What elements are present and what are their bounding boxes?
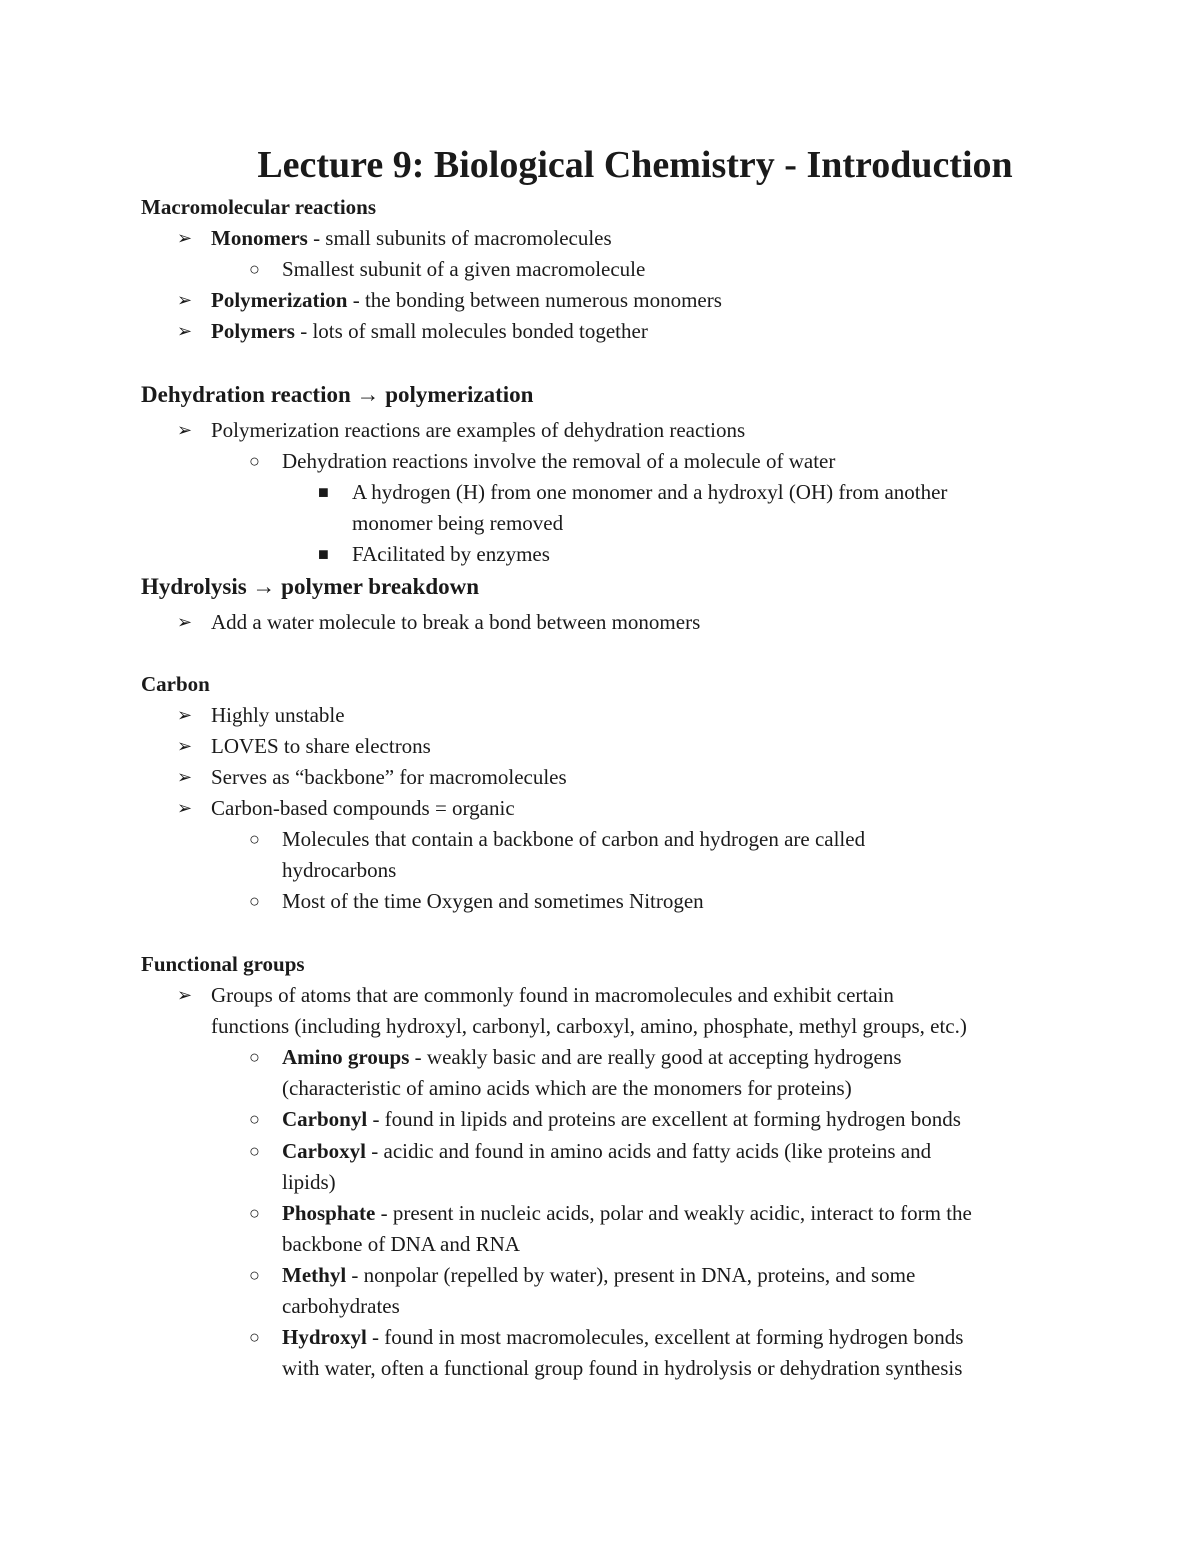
arrow-bullet-icon: ➢ [177,420,193,440]
term-methyl: Methyl [282,1263,347,1287]
list-item: Add a water molecule to break a bond between monomers [211,610,701,634]
list-subitem: Smallest subunit of a given macromolecule [282,257,646,281]
circle-bullet-icon: ○ [249,1203,260,1223]
heading-dehydration-reaction: Dehydration reaction → polymerization [141,382,534,407]
list-item-continuation: functions (including hydroxyl, carbonyl, carboxyl, amino, phosphate, methyl groups, etc.) [211,1014,967,1038]
circle-bullet-icon: ○ [249,829,260,849]
heading-hydrolysis: Hydrolysis → polymer breakdown [141,574,480,599]
circle-bullet-icon: ○ [249,1109,260,1129]
list-item: Groups of atoms that are commonly found in macromolecules and exhibit certain [211,983,894,1007]
heading-macromolecular-reactions: Macromolecular reactions [141,195,377,219]
list-subitem-continuation: lipids) [282,1170,336,1194]
definition-phosphate: - present in nucleic acids, polar and weakly acidic, interact to form the [375,1201,972,1225]
list-subsubitem-continuation: monomer being removed [352,511,564,535]
circle-bullet-icon: ○ [249,1141,260,1161]
list-subitem: Dehydration reactions involve the removal of a molecule of water [282,449,836,473]
circle-bullet-icon: ○ [249,451,260,471]
arrow-bullet-icon: ➢ [177,767,193,787]
list-subitem: Molecules that contain a backbone of carbon and hydrogen are called [282,827,866,851]
list-subitem-continuation: carbohydrates [282,1294,400,1318]
arrow-bullet-icon: ➢ [177,736,193,756]
arrow-bullet-icon: ➢ [177,798,193,818]
term-hydroxyl: Hydroxyl [282,1325,367,1349]
list-item-polymerization [211,285,722,316]
term-carbonyl: Carbonyl [282,1107,368,1131]
circle-bullet-icon: ○ [249,891,260,911]
arrow-bullet-icon: ➢ [177,705,193,725]
term-polymers: Polymers [211,319,295,343]
list-subitem-continuation: backbone of DNA and RNA [282,1232,520,1256]
list-item-monomers [211,223,612,254]
circle-bullet-icon: ○ [249,259,260,279]
definition-carbonyl: - found in lipids and proteins are excellent at forming hydrogen bonds [367,1107,961,1131]
arrow-bullet-icon: ➢ [177,985,193,1005]
arrow-bullet-icon: ➢ [177,228,193,248]
page-title: Lecture 9: Biological Chemistry - Introduction [257,144,1013,186]
list-subitem-carboxyl [282,1136,931,1167]
list-subsubitem: FAcilitated by enzymes [352,542,550,566]
definition-hydroxyl: - found in most macromolecules, excellent at forming hydrogen bonds [366,1325,964,1349]
list-item: Carbon-based compounds = organic [211,796,515,820]
list-subsubitem: A hydrogen (H) from one monomer and a hydroxyl (OH) from another [352,480,948,504]
definition-polymers: - lots of small molecules bonded together [294,319,648,343]
list-subitem-continuation: hydrocarbons [282,858,397,882]
list-subitem-amino [282,1042,902,1073]
definition-amino-groups: - weakly basic and are really good at accepting hydrogens [409,1045,902,1069]
list-subitem-phosphate [282,1198,972,1229]
list-item: Polymerization reactions are examples of dehydration reactions [211,418,746,442]
circle-bullet-icon: ○ [249,1327,260,1347]
list-subitem-continuation: with water, often a functional group found in hydrolysis or dehydration synthesis [282,1356,963,1380]
arrow-bullet-icon: ➢ [177,612,193,632]
term-monomers: Monomers [211,226,308,250]
definition-methyl: - nonpolar (repelled by water), present in DNA, proteins, and some [346,1263,916,1287]
square-bullet-icon: ■ [318,482,329,502]
list-subitem: Most of the time Oxygen and sometimes Nitrogen [282,889,704,913]
square-bullet-icon: ■ [318,544,329,564]
list-subitem-hydroxyl [282,1322,963,1353]
circle-bullet-icon: ○ [249,1047,260,1067]
arrow-bullet-icon: ➢ [177,321,193,341]
heading-functional-groups: Functional groups [141,952,305,976]
definition-monomers: - small subunits of macromolecules [307,226,612,250]
list-subitem-carbonyl [282,1104,961,1135]
list-subitem-continuation: (characteristic of amino acids which are the monomers for proteins) [282,1076,852,1100]
list-item: Serves as “backbone” for macromolecules [211,765,567,789]
list-subitem-methyl [282,1260,915,1291]
list-item: Highly unstable [211,703,345,727]
arrow-bullet-icon: ➢ [177,290,193,310]
term-amino-groups: Amino groups [282,1045,410,1069]
term-polymerization: Polymerization [211,288,348,312]
definition-polymerization: - the bonding between numerous monomers [347,288,722,312]
list-item: LOVES to share electrons [211,734,431,758]
term-carboxyl: Carboxyl [282,1139,366,1163]
term-phosphate: Phosphate [282,1201,376,1225]
list-item-polymers [211,316,648,347]
circle-bullet-icon: ○ [249,1265,260,1285]
heading-carbon: Carbon [141,672,210,696]
definition-carboxyl: - acidic and found in amino acids and fatty acids (like proteins and [366,1139,932,1163]
